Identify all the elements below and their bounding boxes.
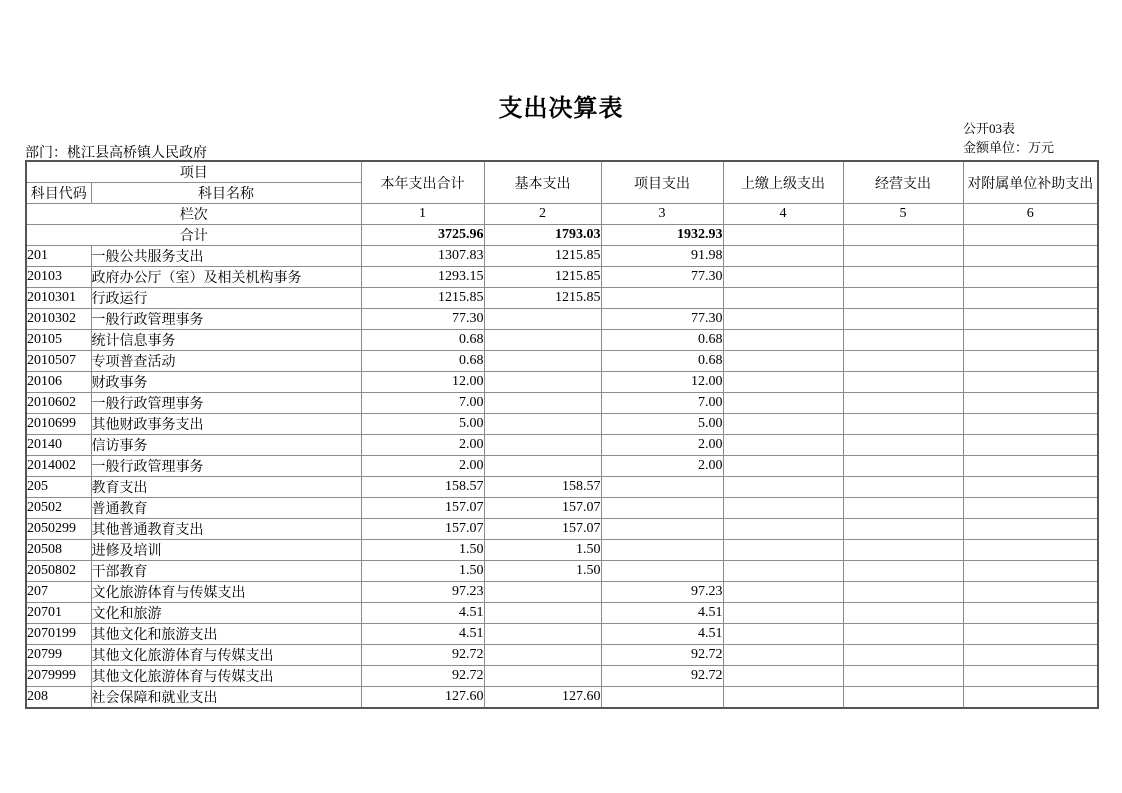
subject-code-cell: 20106 (26, 372, 91, 393)
subject-code-cell: 20799 (26, 645, 91, 666)
value-cell (723, 666, 843, 687)
value-cell (843, 540, 963, 561)
value-cell: 92.72 (361, 666, 484, 687)
header-subject-code: 科目代码 (26, 183, 91, 204)
value-cell (843, 288, 963, 309)
value-cell: 2.00 (361, 456, 484, 477)
value-cell: 5.00 (601, 414, 723, 435)
subject-name-cell: 进修及培训 (91, 540, 361, 561)
value-cell (723, 603, 843, 624)
value-cell (963, 561, 1098, 582)
value-cell (963, 309, 1098, 330)
value-cell (723, 309, 843, 330)
header-project: 项目 (26, 161, 361, 183)
value-cell (843, 582, 963, 603)
subject-name-cell: 文化旅游体育与传媒支出 (91, 582, 361, 603)
subject-name-cell: 其他财政事务支出 (91, 414, 361, 435)
table-row (26, 267, 1098, 288)
table-row (26, 351, 1098, 372)
value-cell: 0.68 (361, 330, 484, 351)
value-cell (723, 498, 843, 519)
value-cell: 77.30 (361, 309, 484, 330)
total-value-4 (723, 225, 843, 246)
value-cell (723, 246, 843, 267)
table-row (26, 666, 1098, 687)
total-row (26, 225, 1098, 246)
total-value-6 (963, 225, 1098, 246)
value-cell (963, 582, 1098, 603)
value-cell: 1215.85 (484, 246, 601, 267)
value-cell (843, 246, 963, 267)
value-cell (723, 645, 843, 666)
value-cell (484, 603, 601, 624)
value-cell (963, 435, 1098, 456)
subject-name-cell: 一般公共服务支出 (91, 246, 361, 267)
subject-code-cell: 207 (26, 582, 91, 603)
value-cell (723, 456, 843, 477)
subject-code-cell: 2010302 (26, 309, 91, 330)
column-index-2: 2 (484, 204, 601, 225)
value-cell (843, 456, 963, 477)
value-cell (963, 477, 1098, 498)
header-col-upward-remittance: 上缴上级支出 (723, 161, 843, 204)
value-cell: 12.00 (601, 372, 723, 393)
subject-name-cell: 其他文化旅游体育与传媒支出 (91, 666, 361, 687)
value-cell: 1307.83 (361, 246, 484, 267)
table-row (26, 645, 1098, 666)
value-cell: 158.57 (484, 477, 601, 498)
value-cell: 97.23 (361, 582, 484, 603)
subject-name-cell: 统计信息事务 (91, 330, 361, 351)
subject-code-cell: 205 (26, 477, 91, 498)
value-cell (484, 414, 601, 435)
column-index-4: 4 (723, 204, 843, 225)
value-cell (601, 477, 723, 498)
value-cell (723, 267, 843, 288)
subject-code-cell: 20502 (26, 498, 91, 519)
value-cell: 157.07 (484, 498, 601, 519)
total-value-5 (843, 225, 963, 246)
value-cell (843, 309, 963, 330)
table-row (26, 330, 1098, 351)
value-cell (723, 519, 843, 540)
value-cell (963, 498, 1098, 519)
value-cell (963, 288, 1098, 309)
header-col-project-expenditure: 项目支出 (601, 161, 723, 204)
header-row-1 (26, 161, 1098, 183)
subject-name-cell: 财政事务 (91, 372, 361, 393)
value-cell: 4.51 (601, 624, 723, 645)
value-cell (963, 267, 1098, 288)
value-cell: 5.00 (361, 414, 484, 435)
subject-name-cell: 普通教育 (91, 498, 361, 519)
value-cell (723, 582, 843, 603)
value-cell (484, 309, 601, 330)
value-cell (963, 624, 1098, 645)
value-cell (484, 582, 601, 603)
subject-name-cell: 教育支出 (91, 477, 361, 498)
value-cell (484, 666, 601, 687)
total-value-3: 1932.93 (601, 225, 723, 246)
value-cell: 1.50 (484, 561, 601, 582)
table-row (26, 561, 1098, 582)
value-cell: 1.50 (361, 540, 484, 561)
value-cell (963, 666, 1098, 687)
value-cell: 4.51 (601, 603, 723, 624)
value-cell (601, 519, 723, 540)
value-cell: 1293.15 (361, 267, 484, 288)
table-row (26, 372, 1098, 393)
value-cell: 1215.85 (361, 288, 484, 309)
value-cell: 4.51 (361, 624, 484, 645)
subject-name-cell: 政府办公厅（室）及相关机构事务 (91, 267, 361, 288)
subject-code-cell: 2050802 (26, 561, 91, 582)
subject-name-cell: 一般行政管理事务 (91, 456, 361, 477)
value-cell: 4.51 (361, 603, 484, 624)
value-cell: 157.07 (484, 519, 601, 540)
subject-name-cell: 专项普查活动 (91, 351, 361, 372)
value-cell (963, 372, 1098, 393)
value-cell (843, 330, 963, 351)
table-code-label: 公开03表 (963, 121, 1016, 136)
value-cell (963, 687, 1098, 709)
value-cell (601, 540, 723, 561)
department-line: 部门：桃江县高桥镇人民政府 (25, 146, 207, 161)
table-row (26, 498, 1098, 519)
table-row (26, 582, 1098, 603)
column-index-label: 栏次 (26, 204, 361, 225)
value-cell: 0.68 (361, 351, 484, 372)
value-cell (723, 288, 843, 309)
value-cell: 91.98 (601, 246, 723, 267)
header-col-current-year-total: 本年支出合计 (361, 161, 484, 204)
value-cell (963, 519, 1098, 540)
table-row (26, 624, 1098, 645)
unit-note-label: 金额单位：万元 (963, 140, 1055, 155)
value-cell (723, 624, 843, 645)
subject-code-cell: 2010507 (26, 351, 91, 372)
subject-name-cell: 其他文化旅游体育与传媒支出 (91, 645, 361, 666)
value-cell (843, 666, 963, 687)
value-cell: 157.07 (361, 498, 484, 519)
value-cell (723, 540, 843, 561)
table-row (26, 519, 1098, 540)
total-value-2: 1793.03 (484, 225, 601, 246)
subject-code-cell: 2010301 (26, 288, 91, 309)
value-cell (843, 393, 963, 414)
subject-name-cell: 其他文化和旅游支出 (91, 624, 361, 645)
subject-code-cell: 20103 (26, 267, 91, 288)
value-cell: 92.72 (601, 645, 723, 666)
column-index-row (26, 204, 1098, 225)
value-cell (843, 372, 963, 393)
total-value-1: 3725.96 (361, 225, 484, 246)
value-cell (963, 540, 1098, 561)
value-cell (601, 288, 723, 309)
value-cell: 158.57 (361, 477, 484, 498)
value-cell (843, 435, 963, 456)
table-row (26, 393, 1098, 414)
value-cell (723, 351, 843, 372)
value-cell: 12.00 (361, 372, 484, 393)
value-cell (723, 372, 843, 393)
value-cell: 0.68 (601, 330, 723, 351)
subject-code-cell: 2014002 (26, 456, 91, 477)
page-title: 支出决算表 (498, 96, 624, 122)
value-cell: 0.68 (601, 351, 723, 372)
value-cell (963, 414, 1098, 435)
table-body (26, 225, 1098, 709)
value-cell (843, 624, 963, 645)
value-cell (723, 414, 843, 435)
subject-name-cell: 社会保障和就业支出 (91, 687, 361, 709)
table-row (26, 540, 1098, 561)
value-cell: 2.00 (601, 435, 723, 456)
value-cell: 77.30 (601, 309, 723, 330)
value-cell: 2.00 (601, 456, 723, 477)
subject-name-cell: 干部教育 (91, 561, 361, 582)
value-cell: 2.00 (361, 435, 484, 456)
subject-code-cell: 2070199 (26, 624, 91, 645)
subject-name-cell: 行政运行 (91, 288, 361, 309)
value-cell (484, 435, 601, 456)
value-cell (963, 246, 1098, 267)
value-cell: 1.50 (484, 540, 601, 561)
value-cell (963, 330, 1098, 351)
value-cell (963, 393, 1098, 414)
value-cell: 1215.85 (484, 288, 601, 309)
value-cell: 1215.85 (484, 267, 601, 288)
value-cell: 127.60 (361, 687, 484, 709)
value-cell (723, 477, 843, 498)
subject-name-cell: 一般行政管理事务 (91, 309, 361, 330)
value-cell (843, 351, 963, 372)
value-cell: 92.72 (601, 666, 723, 687)
subject-code-cell: 2010699 (26, 414, 91, 435)
value-cell (843, 561, 963, 582)
header-col-subsidy-to-affiliates: 对附属单位补助支出 (963, 161, 1098, 204)
subject-code-cell: 2050299 (26, 519, 91, 540)
value-cell: 77.30 (601, 267, 723, 288)
value-cell (843, 687, 963, 709)
value-cell: 7.00 (601, 393, 723, 414)
value-cell (963, 351, 1098, 372)
value-cell: 92.72 (361, 645, 484, 666)
table-meta (963, 119, 1054, 157)
value-cell (484, 351, 601, 372)
table-row (26, 414, 1098, 435)
subject-code-cell: 2010602 (26, 393, 91, 414)
value-cell (484, 372, 601, 393)
value-cell (601, 687, 723, 709)
table-row (26, 246, 1098, 267)
value-cell (843, 519, 963, 540)
table-row (26, 603, 1098, 624)
header-col-operating-expenditure: 经营支出 (843, 161, 963, 204)
table-row (26, 687, 1098, 709)
value-cell (723, 330, 843, 351)
column-index-5: 5 (843, 204, 963, 225)
header-col-basic-expenditure: 基本支出 (484, 161, 601, 204)
table-row (26, 456, 1098, 477)
value-cell (963, 456, 1098, 477)
table-row (26, 309, 1098, 330)
subject-name-cell: 一般行政管理事务 (91, 393, 361, 414)
value-cell (843, 498, 963, 519)
value-cell (963, 603, 1098, 624)
table-row (26, 435, 1098, 456)
value-cell (843, 603, 963, 624)
subject-code-cell: 20508 (26, 540, 91, 561)
value-cell (843, 414, 963, 435)
column-index-1: 1 (361, 204, 484, 225)
value-cell: 1.50 (361, 561, 484, 582)
value-cell (484, 645, 601, 666)
column-index-3: 3 (601, 204, 723, 225)
value-cell (484, 330, 601, 351)
value-cell (723, 687, 843, 709)
subject-code-cell: 208 (26, 687, 91, 709)
subject-code-cell: 20140 (26, 435, 91, 456)
table-row (26, 288, 1098, 309)
subject-name-cell: 信访事务 (91, 435, 361, 456)
value-cell (484, 393, 601, 414)
total-label: 合计 (26, 225, 361, 246)
value-cell (843, 267, 963, 288)
value-cell (484, 456, 601, 477)
expenditure-table (25, 160, 1099, 709)
value-cell: 127.60 (484, 687, 601, 709)
value-cell (484, 624, 601, 645)
value-cell (723, 393, 843, 414)
value-cell: 7.00 (361, 393, 484, 414)
value-cell (601, 498, 723, 519)
subject-code-cell: 20105 (26, 330, 91, 351)
subject-code-cell: 201 (26, 246, 91, 267)
value-cell (723, 435, 843, 456)
subject-code-cell: 2079999 (26, 666, 91, 687)
subject-code-cell: 20701 (26, 603, 91, 624)
value-cell (843, 477, 963, 498)
column-index-6: 6 (963, 204, 1098, 225)
value-cell (723, 561, 843, 582)
value-cell: 157.07 (361, 519, 484, 540)
subject-name-cell: 其他普通教育支出 (91, 519, 361, 540)
value-cell (963, 645, 1098, 666)
value-cell (601, 561, 723, 582)
value-cell: 97.23 (601, 582, 723, 603)
header-subject-name: 科目名称 (91, 183, 361, 204)
value-cell (843, 645, 963, 666)
subject-name-cell: 文化和旅游 (91, 603, 361, 624)
table-row (26, 477, 1098, 498)
